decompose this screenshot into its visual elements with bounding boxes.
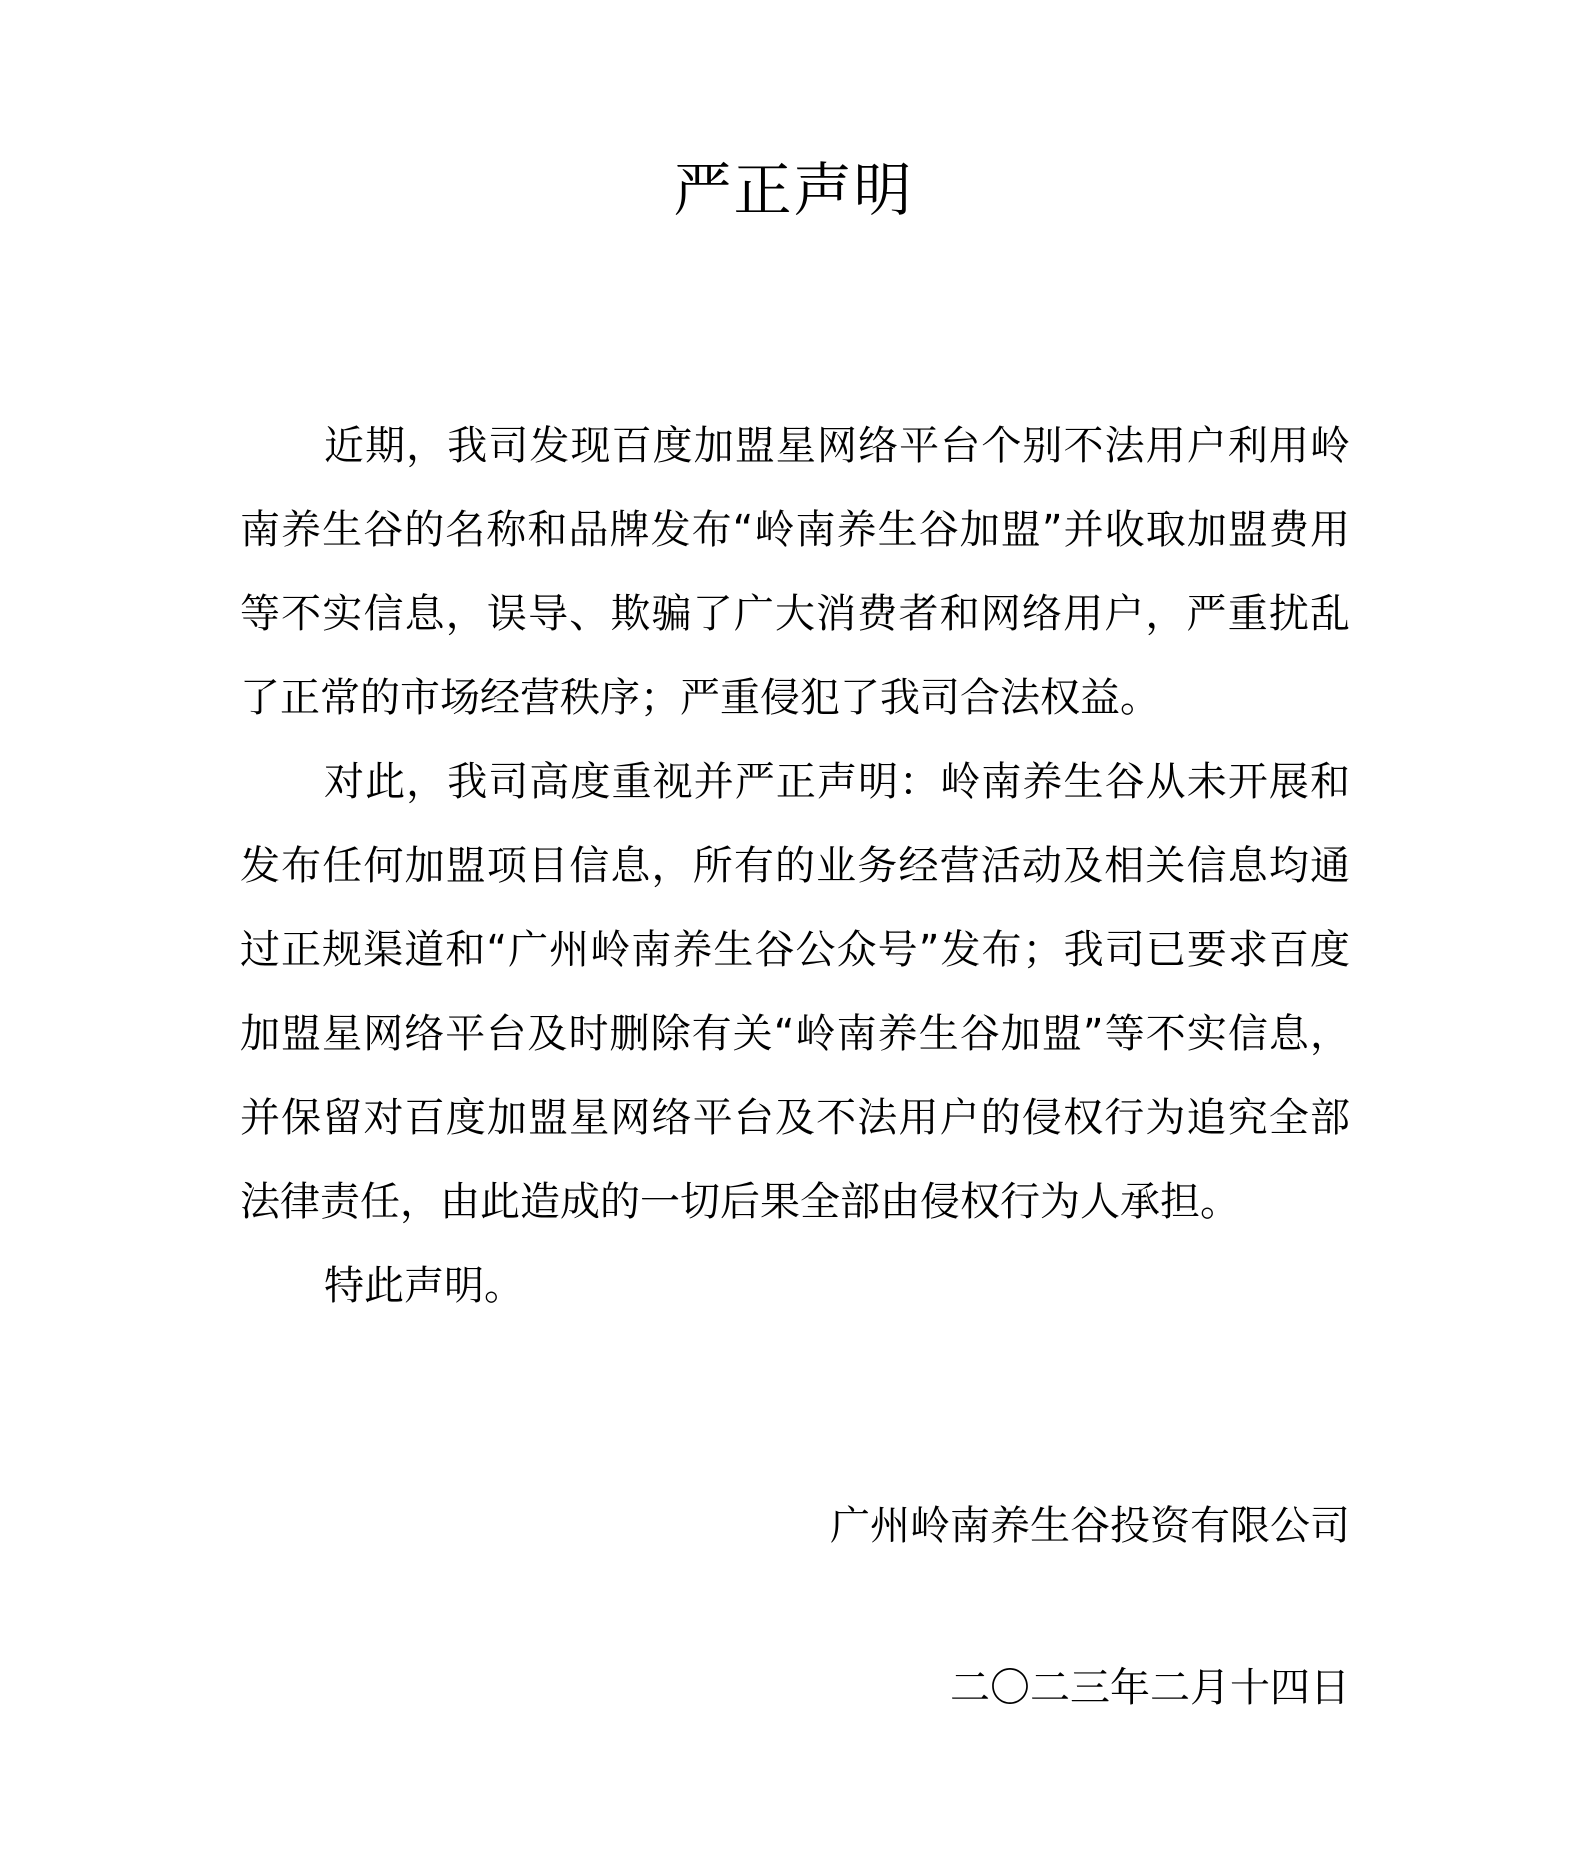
paragraph-3: 特此声明。 bbox=[324, 1263, 524, 1309]
paragraph-1: 近期，我司发现百度加盟星网络平台个别不法用户利用岭南养生谷的名称和品牌发布“岭南养生谷加盟”并收取加盟费用等不实信息，误导、欺骗了广大消费者和网络用户，严重扰乱了正常的市场经营秩序；严重侵犯了我司合法权益。 bbox=[240, 423, 1350, 721]
company-signature: 广州岭南养生谷投资有限公司 bbox=[830, 1503, 1350, 1549]
paragraph-2: 对此，我司高度重视并严正声明：岭南养生谷从未开展和发布任何加盟项目信息，所有的业务经营活动及相关信息均通过正规渠道和“广州岭南养生谷公众号”发布；我司已要求百度加盟星网络平台及时删除有关“岭南养生谷加盟”等不实信息，并保留对百度加盟星网络平台及不法用户的侵权行为追究全部法律责任，由此造成的一切后果全部由侵权行为人承担。 bbox=[240, 759, 1350, 1225]
document-title: 严正声明 bbox=[673, 156, 914, 224]
document-body bbox=[240, 404, 1350, 1328]
document-date: 二〇二三年二月十四日 bbox=[950, 1665, 1350, 1711]
